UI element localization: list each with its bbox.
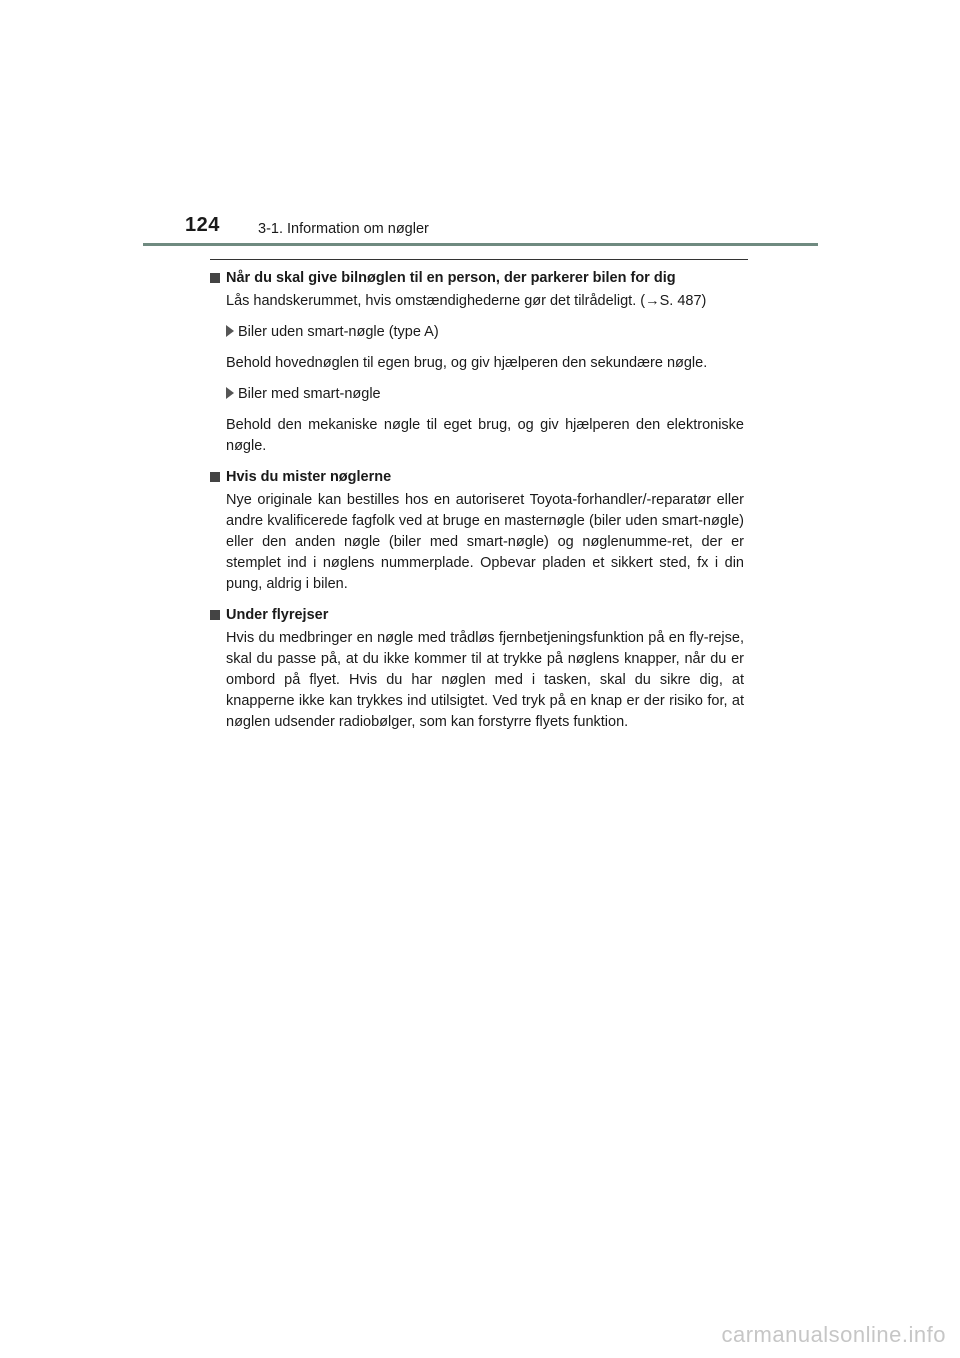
square-bullet-icon [210, 273, 220, 283]
running-head: 3-1. Information om nøgler [258, 221, 429, 237]
sub-item-label: Biler uden smart-nøgle (type A) [238, 324, 439, 340]
page-content [210, 268, 744, 733]
square-bullet-icon [210, 472, 220, 482]
paragraph: Lås handskerummet, hvis omstændighederne gør det tilrådeligt. (→S. 487) [226, 293, 707, 309]
sub-item-label: Biler med smart-nøgle [238, 386, 381, 402]
paragraph: Behold den mekaniske nøgle til eget brug, og giv hjælperen den elektroniske nøgle. [226, 417, 744, 454]
section-heading-valet [210, 268, 744, 289]
triangle-bullet-icon [226, 325, 234, 337]
paragraph: Hvis du medbringer en nøgle med trådløs fjernbetjeningsfunktion på en fly-rejse, skal du passe på, at du ikke kommer til at trykke på nøglens knapper, når du er ombord på flyet. Hvis du har nøglen med i tasken, skal du sikre dig, at knapperne ikke kan trykkes ind utilsigtet. Ved tryk på en knap er der risiko for, at nøglen udsender radiobølger, som kan forstyrre flyets funktion. [226, 630, 744, 730]
paragraph: Behold hovednøglen til egen brug, og giv hjælperen den sekundære nøgle. [226, 355, 708, 371]
heading-text: Når du skal give bilnøglen til en person, der parkerer bilen for dig [226, 270, 676, 286]
heading-text: Hvis du mister nøglerne [226, 469, 392, 485]
triangle-bullet-icon [226, 387, 234, 399]
heading-text: Under flyrejser [226, 607, 329, 623]
section-rule [210, 259, 748, 260]
sub-item [210, 384, 744, 405]
section-heading-lost-keys [210, 467, 744, 488]
watermark: carmanualsonline.info [721, 1322, 946, 1347]
section-heading-flights [210, 605, 744, 626]
paragraph: Nye originale kan bestilles hos en autoriseret Toyota-forhandler/-reparatør eller andre kvalificerede fagfolk ved at bruge en masternøgle (biler uden smart-nøgle) eller den anden nøgle (biler med smart-nøgle) og nøglenumme-ret, der er stemplet ind i nøglens nummerplade. Opbevar pladen et sikkert sted, fx i din pung, aldrig i bilen. [226, 492, 744, 592]
page-number: 124 [185, 214, 220, 236]
header-rule [143, 243, 818, 246]
sub-item [210, 322, 744, 343]
square-bullet-icon [210, 610, 220, 620]
